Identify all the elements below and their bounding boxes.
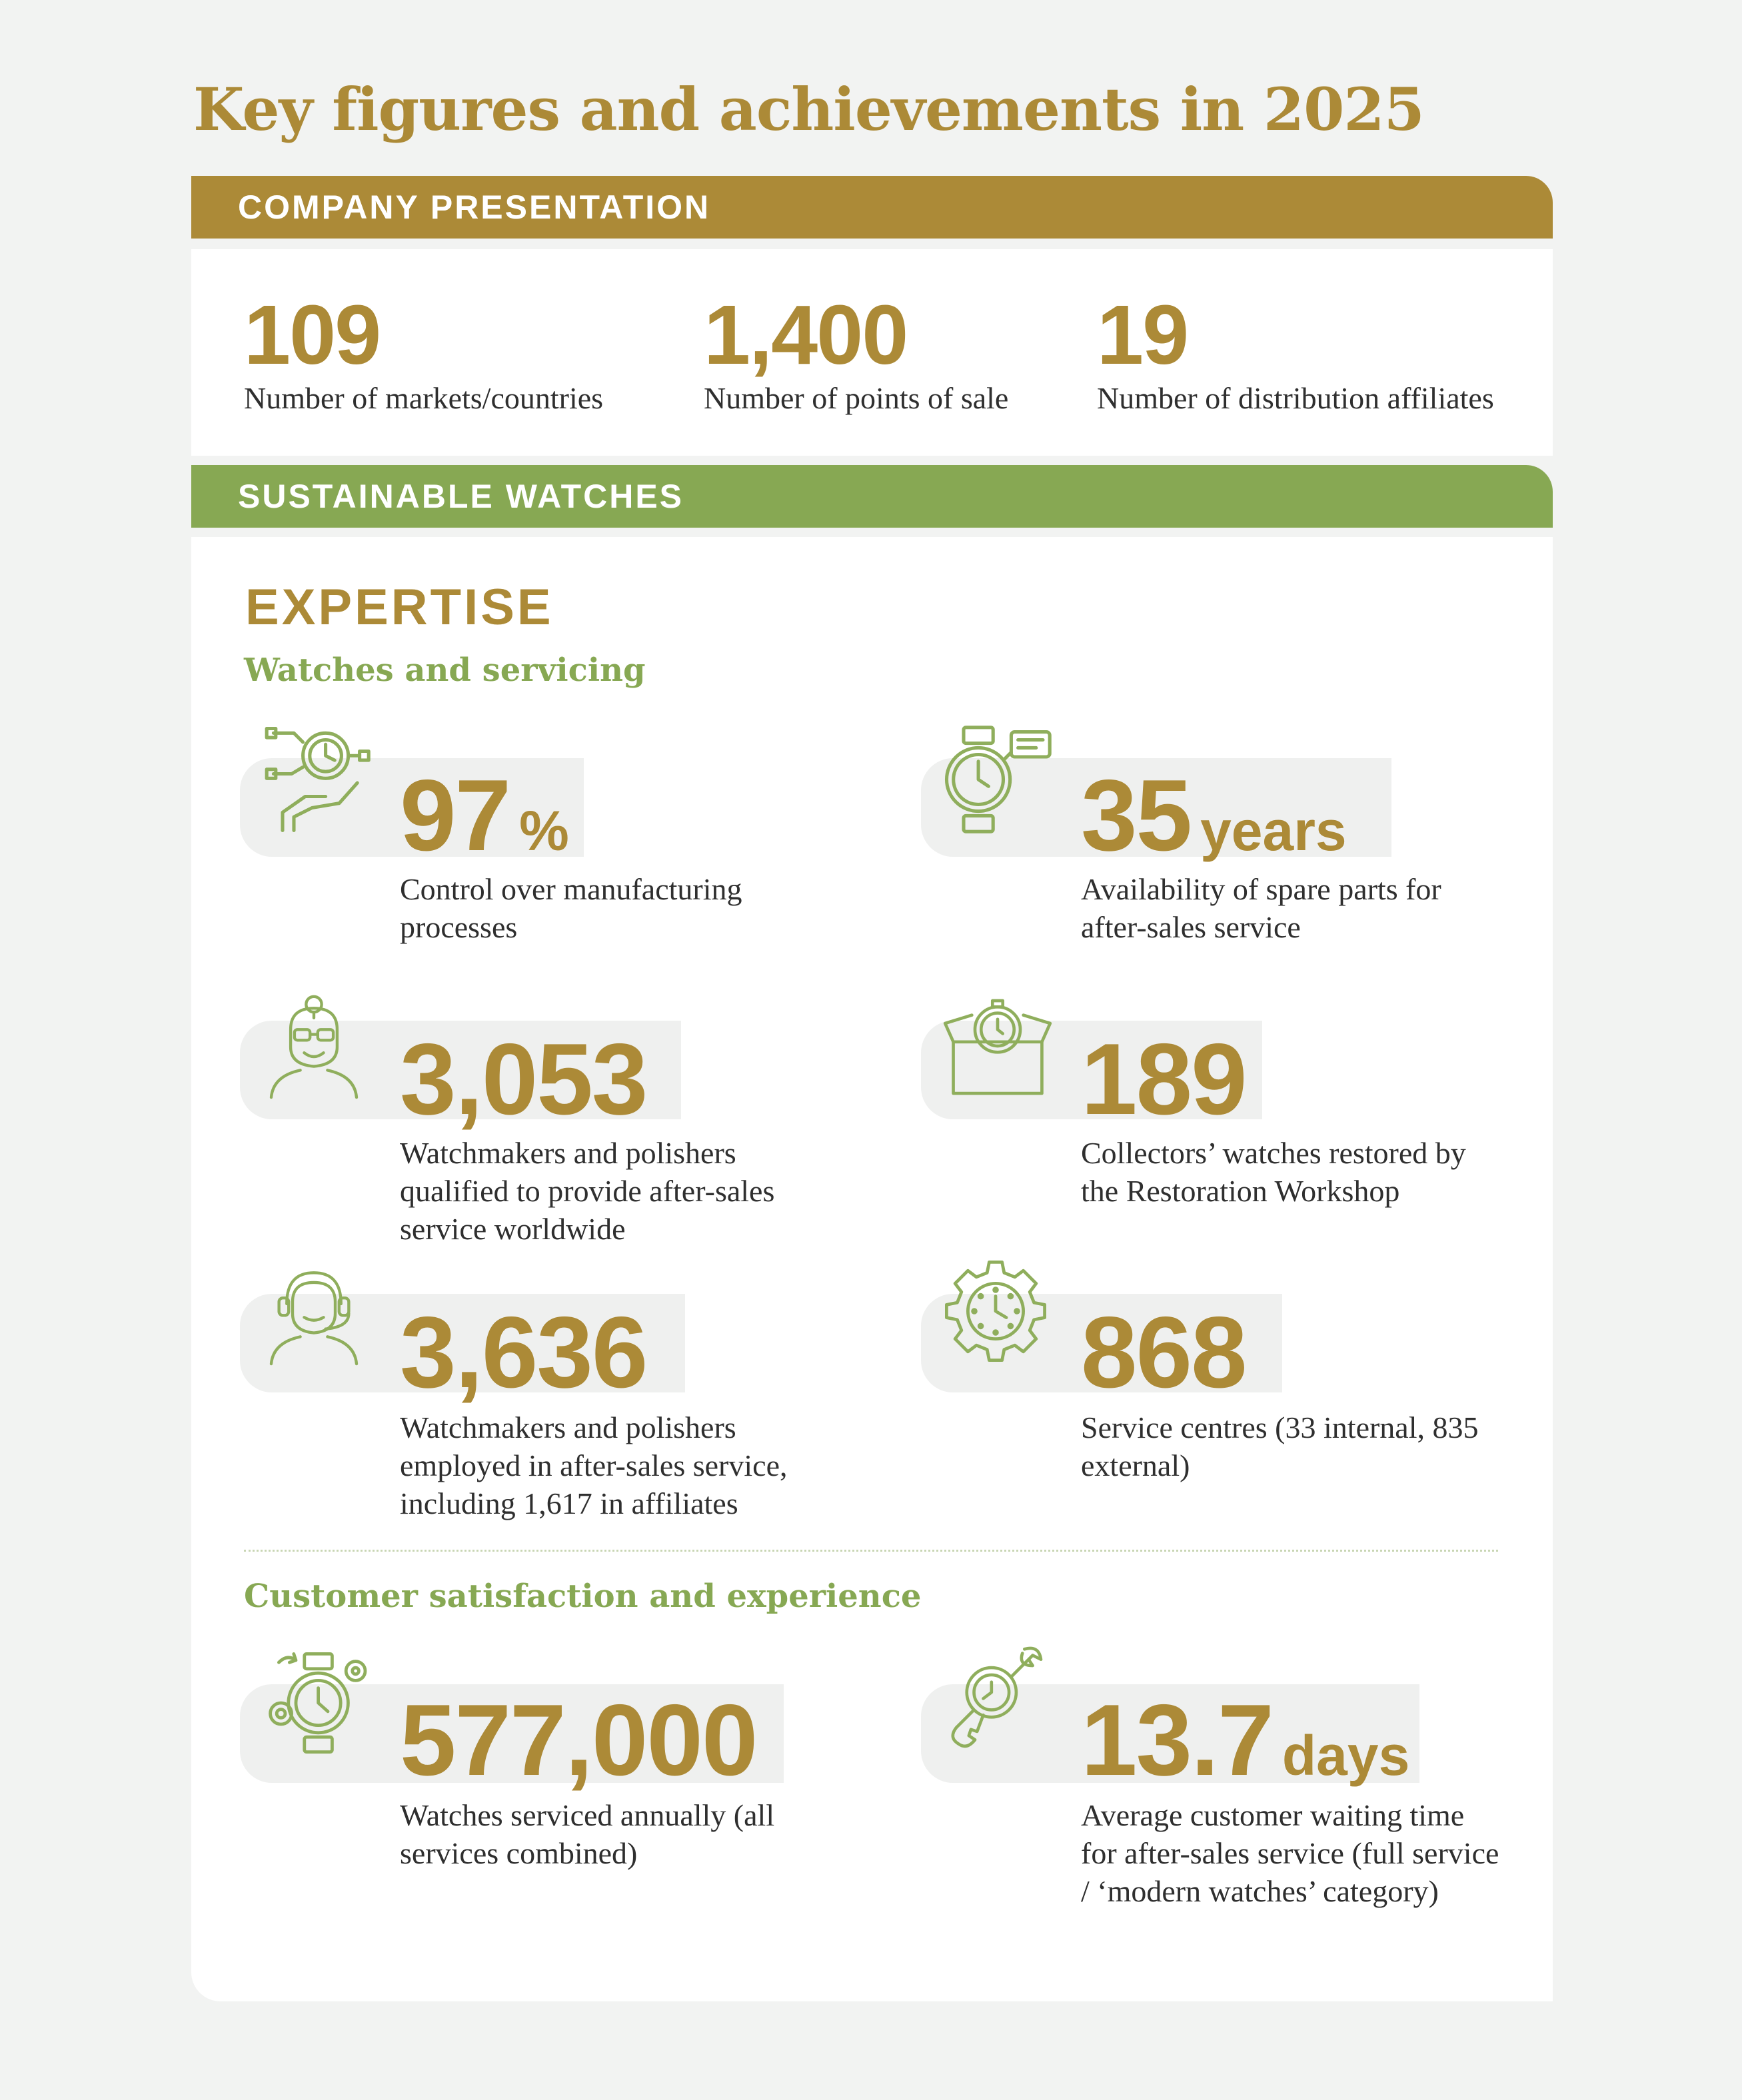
watch-gears-icon [264, 1650, 371, 1756]
company-presentation-band [191, 176, 1553, 239]
expertise-heading: EXPERTISE [245, 579, 554, 636]
kpi-unit: days [1282, 1724, 1410, 1787]
kpi-restored-watches-value: 189 [1081, 1023, 1246, 1136]
kpi-service-centres-value: 868 [1081, 1296, 1246, 1409]
clock-wrench-icon [942, 1643, 1049, 1756]
company-presentation-label: COMPANY PRESENTATION [238, 189, 711, 226]
kpi-qualified-staff-value: 3,053 [400, 1023, 647, 1136]
kpi-unit: % [519, 799, 569, 862]
kpi-spare-parts-value: 35 years [1081, 759, 1347, 872]
affiliates-label: Number of distribution affiliates [1097, 381, 1494, 415]
affiliates-count: 19 [1097, 288, 1188, 382]
watchmaker-loupe-icon [264, 993, 364, 1099]
sustainable-watches-label: SUSTAINABLE WATCHES [238, 478, 684, 515]
points-of-sale-count: 1,400 [704, 288, 908, 382]
headset-agent-icon [264, 1259, 364, 1366]
customer-satisfaction-heading: Customer satisfaction and experience [244, 1578, 922, 1615]
watches-servicing-heading: Watches and servicing [244, 652, 646, 689]
markets-count: 109 [244, 288, 381, 382]
wristwatch-message-icon [941, 723, 1054, 836]
markets-label: Number of markets/countries [244, 381, 604, 415]
kpi-employed-staff-value: 3,636 [400, 1296, 647, 1409]
kpi-watches-serviced-value: 577,000 [400, 1684, 757, 1797]
kpi-restored-watches-label: Collectors’ watches restored by the Restoration Workshop [1081, 1136, 1466, 1208]
kpi-qualified-staff-label: Watchmakers and polishers qualified to provide after-sales service worldwide [400, 1136, 775, 1246]
points-of-sale-label: Number of points of sale [704, 381, 1009, 415]
section-divider [244, 1550, 1498, 1552]
kpi-spare-parts-label: Availability of spare parts for after-sales service [1081, 872, 1441, 944]
kpi-watches-serviced-label: Watches serviced annually (all services combined) [400, 1798, 775, 1870]
kpi-waiting-time-value: 13.7 days [1081, 1684, 1410, 1797]
sustainable-watches-band [191, 465, 1553, 528]
kpi-manufacturing-value: 97 % [400, 759, 569, 872]
gear-clock-icon [942, 1258, 1049, 1364]
kpi-waiting-time-label: Average customer waiting time for after-sales service (full service / ‘modern watches’ category) [1081, 1798, 1499, 1908]
kpi-manufacturing-label: Control over manufacturing processes [400, 872, 742, 944]
pocket-watch-box-icon [941, 993, 1054, 1099]
page-title: Key figures and achievements in 2025 [193, 75, 1424, 144]
kpi-employed-staff-label: Watchmakers and polishers employed in after-sales service, including 1,617 in affiliates [400, 1410, 788, 1520]
kpi-unit: years [1200, 799, 1347, 862]
hand-holding-watch-icon [260, 716, 373, 843]
kpi-service-centres-label: Service centres (33 internal, 835 external) [1081, 1410, 1479, 1482]
